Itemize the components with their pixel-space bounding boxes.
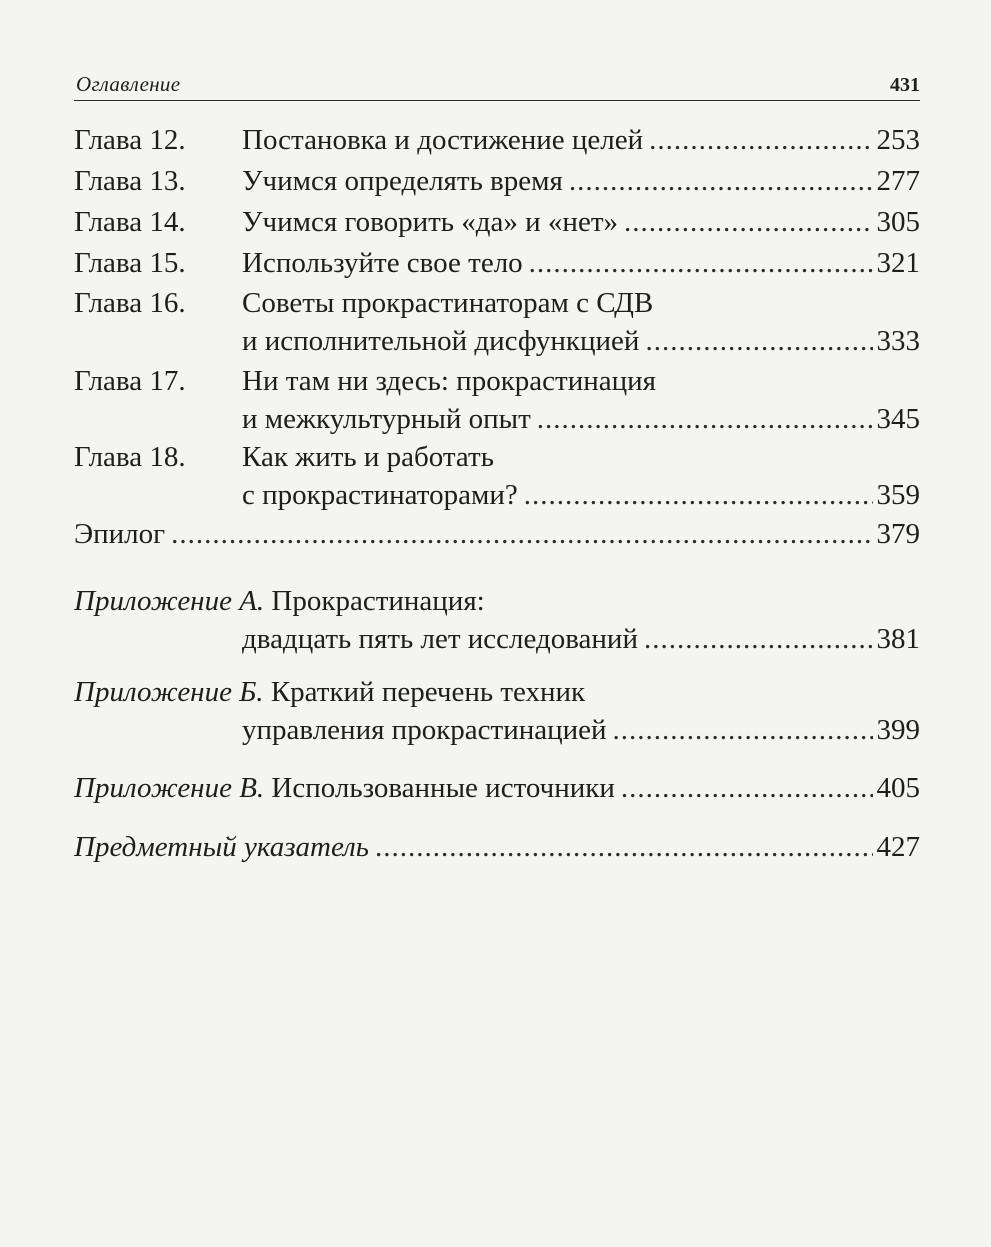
dot-leader bbox=[375, 828, 873, 866]
chapter-title-line-1: Ни там ни здесь: прокрастинация bbox=[242, 365, 657, 397]
chapter-title-line-1: Как жить и работать bbox=[242, 441, 494, 473]
appendix-label: Приложение А. bbox=[74, 585, 265, 617]
page-header bbox=[74, 70, 920, 101]
chapter-page-number: 359 bbox=[876, 479, 920, 511]
chapter-title: Используйте свое тело bbox=[242, 247, 523, 279]
toc-entry-chapter-14[interactable] bbox=[74, 203, 920, 241]
toc-entry-appendix-b[interactable] bbox=[74, 673, 920, 749]
chapter-title-line-2: с прокрастинаторами? bbox=[242, 479, 518, 511]
toc-entry-index[interactable] bbox=[74, 828, 920, 866]
dot-leader bbox=[613, 711, 873, 749]
dot-leader bbox=[621, 769, 873, 807]
chapter-label: Глава 18. bbox=[74, 441, 186, 473]
appendix-label: Приложение В. bbox=[74, 772, 265, 804]
chapter-page-number: 305 bbox=[876, 206, 920, 238]
chapter-title: Учимся говорить «да» и «нет» bbox=[242, 206, 618, 238]
toc-entry-chapter-12[interactable] bbox=[74, 121, 920, 159]
dot-leader bbox=[649, 121, 872, 159]
toc-entry-chapter-17[interactable] bbox=[74, 362, 920, 438]
chapter-label: Глава 14. bbox=[74, 206, 186, 238]
toc-entry-chapter-18[interactable] bbox=[74, 438, 920, 514]
chapter-page-number: 277 bbox=[876, 165, 920, 197]
dot-leader bbox=[537, 400, 873, 438]
chapter-title-line-1: Советы прокрастинаторам с СДВ bbox=[242, 287, 654, 319]
dot-leader bbox=[644, 620, 873, 658]
dot-leader bbox=[529, 244, 873, 282]
appendix-title-line-2: двадцать пять лет исследований bbox=[242, 623, 638, 655]
chapter-title: Постановка и достижение целей bbox=[242, 124, 644, 156]
chapter-label: Глава 15. bbox=[74, 247, 186, 279]
appendix-page-number: 405 bbox=[876, 772, 920, 804]
toc-entry-appendix-a[interactable] bbox=[74, 582, 920, 658]
chapter-label: Глава 17. bbox=[74, 365, 186, 397]
chapter-label: Глава 12. bbox=[74, 124, 186, 156]
chapter-title-line-2: и межкультурный опыт bbox=[242, 403, 531, 435]
appendix-title-line-1: Прокрастинация: bbox=[271, 585, 485, 617]
dot-leader bbox=[569, 162, 873, 200]
dot-leader bbox=[624, 203, 873, 241]
chapter-page-number: 345 bbox=[876, 403, 920, 435]
toc-entry-chapter-16[interactable] bbox=[74, 284, 920, 360]
appendix-title-line-1: Краткий перечень техник bbox=[270, 676, 586, 708]
dot-leader bbox=[171, 515, 872, 553]
header-page-number: 431 bbox=[890, 74, 920, 96]
toc-entry-chapter-15[interactable] bbox=[74, 244, 920, 282]
index-page-number: 427 bbox=[876, 831, 920, 863]
appendix-page-number: 399 bbox=[876, 714, 920, 746]
dot-leader bbox=[524, 476, 873, 514]
chapter-title: Учимся определять время bbox=[242, 165, 563, 197]
appendix-title-line-2: управления прокрастинацией bbox=[242, 714, 607, 746]
chapter-title-line-2: и исполнительной дисфункцией bbox=[242, 325, 640, 357]
dot-leader bbox=[645, 322, 872, 360]
index-title: Предметный указатель bbox=[74, 831, 369, 863]
appendix-title: Использованные источники bbox=[271, 772, 615, 804]
chapter-page-number: 253 bbox=[876, 124, 920, 156]
toc-entry-chapter-13[interactable] bbox=[74, 162, 920, 200]
epilogue-page-number: 379 bbox=[876, 518, 920, 550]
chapter-page-number: 321 bbox=[876, 247, 920, 279]
header-section-title: Оглавление bbox=[76, 72, 181, 96]
toc-entry-appendix-c[interactable] bbox=[74, 769, 920, 807]
chapter-label: Глава 16. bbox=[74, 287, 186, 319]
epilogue-title: Эпилог bbox=[74, 518, 166, 550]
chapter-label: Глава 13. bbox=[74, 165, 186, 197]
appendix-page-number: 381 bbox=[876, 623, 920, 655]
toc-entry-epilogue[interactable] bbox=[74, 515, 920, 553]
chapter-page-number: 333 bbox=[876, 325, 920, 357]
appendix-label: Приложение Б. bbox=[74, 676, 264, 708]
